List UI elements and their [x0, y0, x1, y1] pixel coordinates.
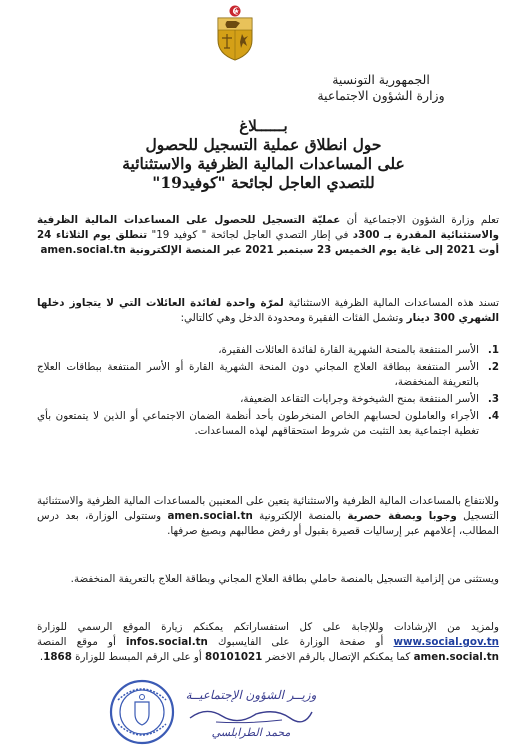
p2-text-2: لمرّة واحدة لفائدة العائلات التي لا يتجاوز دخلها الشهري 300 دينار — [37, 297, 499, 324]
list-item — [37, 409, 499, 439]
list-item-number: 1. — [487, 344, 499, 356]
p2-text-1: تسند هذه المساعدات المالية الظرفية الاستثنائية — [283, 297, 500, 309]
title-line-2: على المساعدات المالية الظرفية والاستثنائية — [122, 154, 405, 173]
p5-text-6: كما يمكنكم الإتصال بالرقم الاخضر — [262, 651, 414, 663]
p5-text-4: أو موقع المنصة — [37, 636, 126, 648]
notice-heading: بــــــلاغ — [239, 117, 288, 135]
p5-text-2: أو صفحة الوزارة على الفايسبوك — [207, 636, 394, 648]
announcement-title — [40, 117, 487, 192]
list-item-text: الأسر المنتفعة بالمنحة الشهرية القارة لفائدة العائلات الفقيرة، — [218, 344, 479, 356]
platform-url[interactable]: amen.social.tn — [413, 651, 499, 663]
paragraph-contact-info — [37, 620, 499, 665]
official-stamp-icon — [108, 678, 176, 746]
paragraph-eligibility — [37, 296, 499, 326]
handwritten-signature-icon — [186, 704, 316, 726]
p1-text-4: تنطلق يوم الثلاثاء 24 أوت 2021 إلى غاية يوم الخميس 23 سبتمبر 2021 عبر المنصة الإلكترونية amen.social.tn — [37, 229, 499, 256]
tunisia-coat-of-arms-icon — [212, 4, 258, 62]
paragraph-registration-dates — [37, 213, 499, 258]
p1-text-3: في إطار التصدي العاجل لجائحة " كوفيد 19" — [147, 229, 353, 241]
p5-text-8: أو على الرقم المبسط للوزارة — [71, 651, 206, 663]
signature-block — [176, 688, 336, 748]
letterhead — [271, 72, 491, 104]
ministry-website-link[interactable]: www.social.gov.tn — [393, 636, 499, 648]
title-line-3: للتصدي العاجل لجائحة "كوفيد19" — [152, 173, 375, 192]
list-item-text: الأسر المنتفعة ببطاقة العلاج المجاني دون المنحة الشهرية القارة أو الأسر المنتفعة ببطاقات العلاج بالتعريفة المنخفضة، — [37, 361, 479, 388]
green-number: 80101021 — [205, 651, 263, 663]
paragraph-registration-platform — [37, 494, 499, 539]
list-item-text: الأسر المنتفعة بمنح الشيخوخة وجرايات التقاعد الضعيفة، — [240, 393, 479, 405]
p3-text-3: بالمنصة الإلكترونية — [252, 510, 348, 522]
list-item-text: الأجراء والعاملون لحسابهم الخاص المنخرطون بأحد أنظمة الضمان الاجتماعي أو الذين لا يتمتعون بأي تغطية اجتماعية بعد التثبت من شروط استحقاقهم لهذه المساعدات. — [37, 410, 479, 437]
signatory-name: محمد الطرابلسي — [211, 726, 291, 739]
signatory-title: وزيــر الشؤون الإجتماعيــة — [185, 688, 317, 702]
p1-text-1: تعلم وزارة الشؤون الاجتماعية أن — [340, 214, 499, 226]
list-item — [37, 392, 499, 407]
p3-text-1: وللانتفاع بالمساعدات المالية الظرفية والاستثنائية يتعين على المعنيين بالمساعدات المالية الظرفية والاستثنائية التسجيل — [37, 495, 499, 522]
list-item — [37, 343, 499, 358]
eligible-categories-list — [37, 343, 499, 441]
ministry-name: وزارة الشؤون الاجتماعية — [317, 88, 445, 103]
p4-text: ويستثنى من إلزامية التسجيل بالمنصة حاملي بطاقة العلاج المجاني وبطاقة العلاج بالتعريفة المنخفضة. — [70, 573, 499, 585]
ministry-short-number: 1868 — [43, 651, 72, 663]
facebook-page-link[interactable]: infos.social.tn — [125, 636, 208, 648]
p2-text-3: وتشمل الفئات الفقيرة ومحدودة الدخل وهي كالتالي: — [180, 312, 407, 324]
p3-text-5: وستتولى الوزارة، بعد درس المطالب، إعلامهم عبر إرساليات قصيرة بقبول أو رفض مطالبهم وبصيغ صرفها. — [37, 510, 499, 537]
list-item-number: 3. — [487, 393, 499, 405]
title-line-1: حول انطلاق عملية التسجيل للحصول — [145, 135, 382, 154]
p3-text-2: وجوبا وبصفة حصرية — [347, 510, 457, 522]
p5-text-1: ولمزيد من الإرشادات وللإجابة على كل استفساراتكم يمكنكم زيارة الموقع الرسمي للوزارة — [37, 621, 499, 633]
list-item-number: 2. — [487, 361, 499, 373]
list-item — [37, 360, 499, 390]
list-item-number: 4. — [487, 410, 499, 422]
paragraph-exemption — [37, 572, 499, 587]
p1-text-2: عمليّة التسجيل للحصول على المساعدات المالية الظرفية والاستثنائية المقدرة بـ 300د — [37, 214, 500, 241]
platform-url[interactable]: amen.social.tn — [167, 510, 253, 522]
country-name: الجمهورية التونسية — [332, 72, 430, 87]
p5-text-10: . — [39, 651, 44, 663]
